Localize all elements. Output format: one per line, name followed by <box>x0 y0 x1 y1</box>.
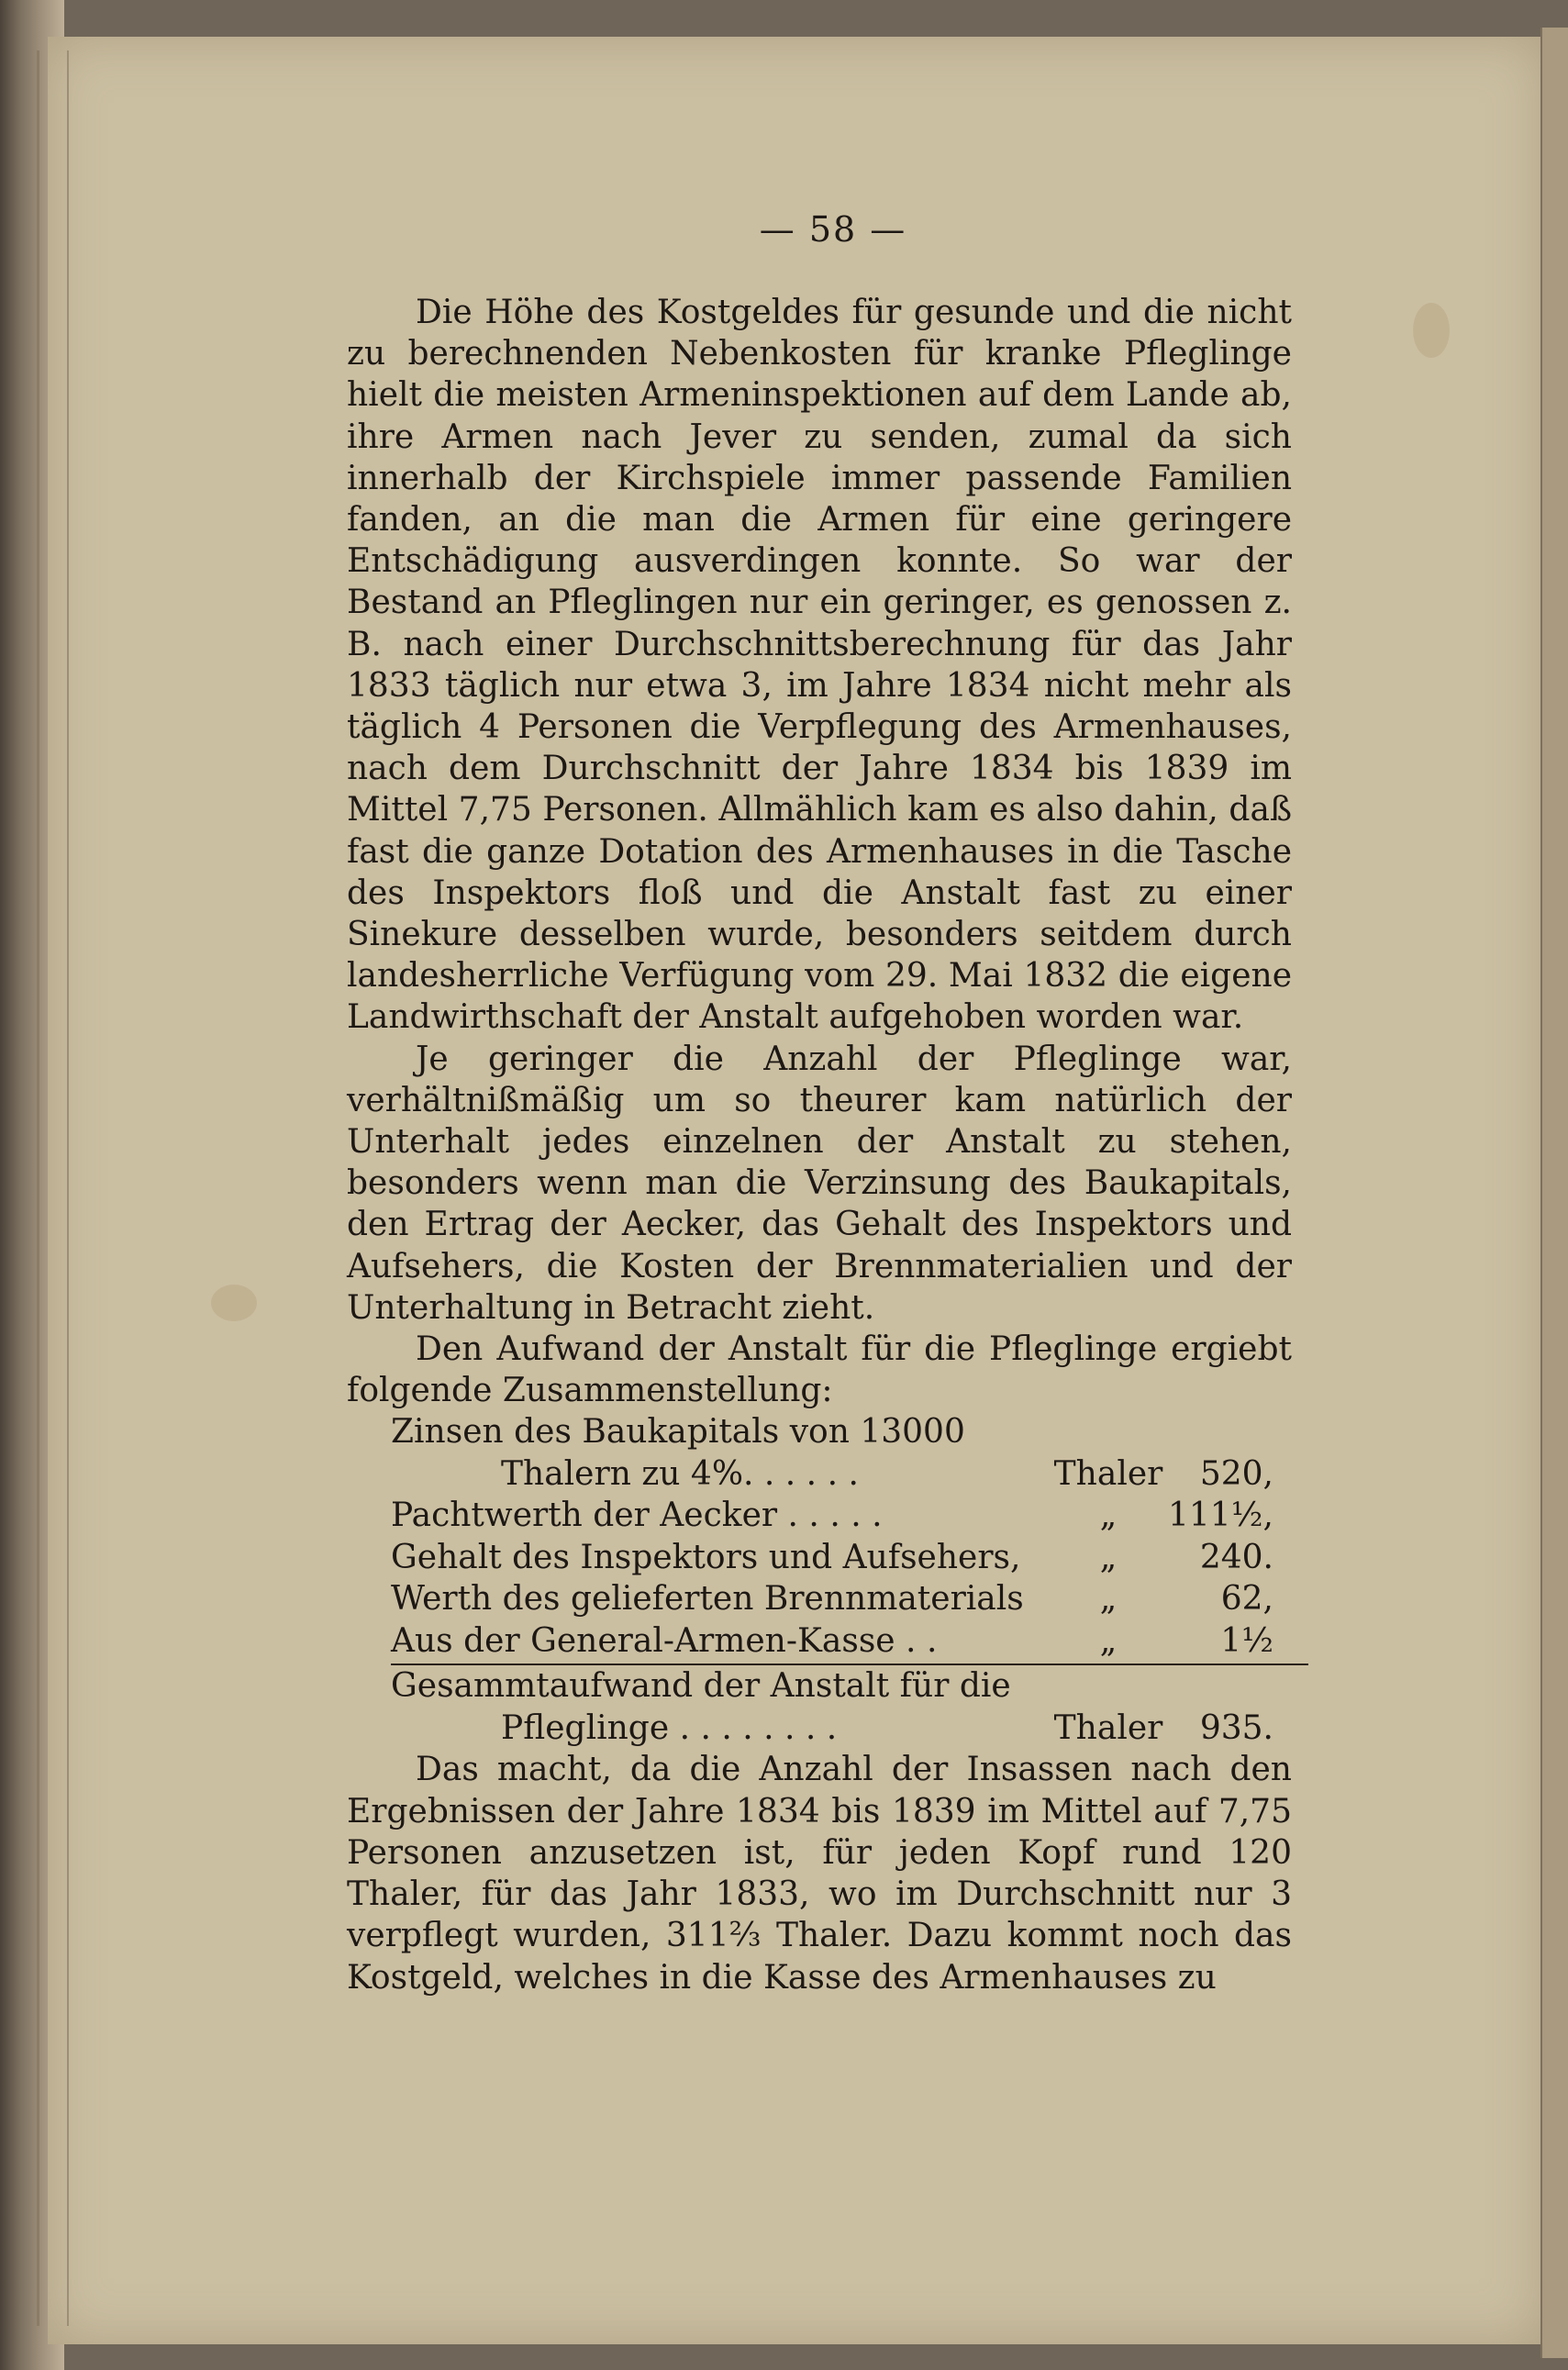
table-row <box>347 1411 1292 1453</box>
paragraph: Das macht, da die Anzahl der Insassen nach den Ergebnissen der Jahre 1834 bis 1839 im Mittel auf 7,75 Personen anzusetzen ist, für jeden Kopf rund 120 Thaler, für das Jahr 1833, wo im Durchschnitt nur 3 verpflegt wurden, 311⅔ Thaler. Dazu kommt noch das Kostgeld, welches in die Kasse des Armenhauses zu <box>347 1751 1292 1997</box>
table-row <box>347 1537 1292 1579</box>
paper-stain <box>1413 303 1450 358</box>
row-label: Thalern zu 4%. . . . . . <box>501 1454 859 1493</box>
table-row <box>347 1708 1292 1750</box>
row-value: 520, <box>1199 1454 1273 1493</box>
row-value: 111½, <box>1167 1497 1273 1535</box>
expense-table <box>347 1411 1292 1749</box>
row-label: Aus der General-Armen-Kasse . . <box>391 1621 938 1660</box>
row-unit: „ <box>1099 1580 1118 1619</box>
row-label: Gesammtaufwand der Anstalt für die <box>391 1667 1011 1706</box>
table-row <box>347 1453 1292 1496</box>
row-value: 1½ <box>1220 1621 1273 1660</box>
row-label: Pachtwerth der Aecker . . . . . <box>391 1497 883 1535</box>
row-unit: „ <box>1099 1538 1118 1576</box>
row-value: 62, <box>1220 1580 1273 1619</box>
paragraph: Den Aufwand der Anstalt für die Pfleglinge ergiebt folgende Zusammenstellung: <box>347 1330 1292 1410</box>
row-value: 240. <box>1199 1538 1273 1576</box>
row-label: Pfleglinge . . . . . . . . <box>501 1708 838 1747</box>
table-row <box>347 1665 1292 1708</box>
table-row <box>347 1495 1292 1537</box>
paragraph: Je geringer die Anzahl der Pfleglinge war, verhältnißmäßig um so theurer kam natürlich der Unterhalt jedes einzelnen der Anstalt zu stehen, besonders wenn man die Verzinsung des Baukapitals, den Ertrag der Aecker, das Gehalt des Inspektors und Aufsehers, die Kosten der Brennmaterialien und der Unterhaltung in Betracht zieht. <box>347 1040 1292 1327</box>
row-unit: „ <box>1099 1621 1118 1660</box>
paper-stain <box>211 1285 257 1321</box>
right-page-edge <box>1540 28 1568 2358</box>
row-value: 935. <box>1199 1708 1273 1747</box>
row-unit: Thaler <box>1053 1708 1163 1747</box>
page-edges <box>37 50 69 2326</box>
table-row <box>347 1578 1292 1620</box>
page-number: — 58 — <box>759 209 907 250</box>
paragraph: Die Höhe des Kostgeldes für gesunde und die nicht zu berechnenden Nebenkosten für kranke Pfleglinge hielt die meisten Armeninspektionen auf dem Lande ab, ihre Armen nach Jever zu senden, zumal da sich innerhalb der Kirchspiele immer passende Familien fanden, an die man die Armen für eine geringere Entschädigung ausverdingen konnte. So war der Bestand an Pfleglingen nur ein geringer, es genossen z. B. nach einer Durchschnittsberechnung für das Jahr 1833 täglich nur etwa 3, im Jahre 1834 nicht mehr als täglich 4 Personen die Verpflegung des Armenhauses, nach dem Durchschnitt der Jahre 1834 bis 1839 im Mittel 7,75 Personen. Allmählich kam es also dahin, daß fast die ganze Dotation des Armenhauses in die Tasche des Inspektors floß und die Anstalt fast zu einer Sinekure desselben wurde, besonders seitdem durch landesherrliche Verfügung vom 29. Mai 1832 die eigene Landwirthschaft der Anstalt aufgehoben worden war. <box>347 294 1292 1037</box>
table-row <box>347 1620 1292 1663</box>
text-block <box>347 209 1292 1998</box>
row-unit: „ <box>1099 1497 1118 1535</box>
row-label: Zinsen des Baukapitals von 13000 <box>391 1413 965 1452</box>
row-unit: Thaler <box>1053 1454 1163 1493</box>
row-label: Werth des gelieferten Brennmaterials <box>391 1580 1024 1619</box>
row-label: Gehalt des Inspektors und Aufsehers, <box>391 1538 1021 1576</box>
